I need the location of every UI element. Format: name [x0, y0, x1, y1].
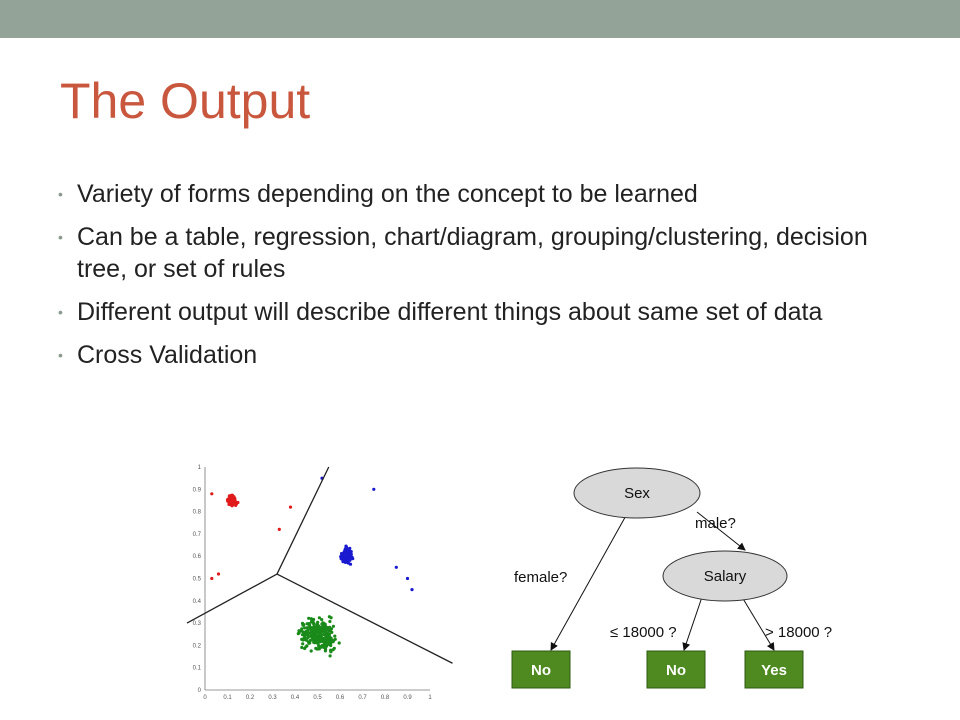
bullet-item [58, 221, 918, 285]
green-cluster-point [297, 632, 300, 635]
red-cluster-point [231, 498, 234, 501]
y-tick-label: 0.5 [192, 576, 201, 583]
red-cluster-point [231, 501, 234, 504]
blue-cluster-point [406, 577, 409, 580]
green-cluster-point [314, 631, 317, 634]
red-cluster-point [210, 492, 213, 495]
x-tick-label: 0.8 [380, 695, 390, 701]
decision-tree-diagram [500, 455, 860, 695]
red-cluster-point [210, 577, 213, 580]
green-cluster-point [307, 635, 310, 638]
green-cluster-point [333, 635, 336, 638]
green-cluster-point [338, 641, 341, 644]
red-cluster-point [217, 572, 220, 575]
bullet-dot-icon: • [58, 229, 63, 245]
x-tick-label: 0.5 [313, 695, 322, 701]
y-tick-label: 0.2 [192, 643, 201, 650]
green-cluster-point [304, 637, 307, 640]
tree-leaf-no-mid-label: No [666, 662, 686, 679]
bullet-text: Different output will describe different things about same set of data [77, 298, 823, 326]
tree-leaf-no-left-label: No [531, 662, 551, 679]
green-cluster-point [316, 621, 319, 624]
y-tick-label: 1 [197, 465, 201, 471]
green-cluster-point [329, 654, 332, 657]
bullet-dot-icon: • [58, 186, 63, 202]
top-accent-bar [0, 0, 960, 38]
cluster-boundary-line [277, 467, 329, 574]
green-cluster-point [313, 637, 316, 640]
bullet-text: Can be a table, regression, chart/diagram, grouping/clustering, decision tree, or set of rules [77, 223, 868, 283]
green-cluster-point [300, 646, 303, 649]
x-tick-label: 0.1 [223, 695, 232, 701]
x-tick-label: 0.3 [268, 695, 277, 701]
green-cluster-point [325, 643, 328, 646]
green-cluster-point [320, 618, 323, 621]
bullet-item [58, 178, 918, 210]
blue-cluster-point [347, 556, 350, 559]
blue-cluster-point [344, 561, 347, 564]
green-cluster-point [314, 647, 317, 650]
bullet-list [58, 178, 918, 382]
green-cluster-point [312, 618, 315, 621]
green-cluster-point [324, 649, 327, 652]
cluster-scatter-plot [180, 445, 455, 705]
edge-label-le-18000: ≤ 18000 ? [610, 624, 677, 641]
green-cluster-point [301, 642, 304, 645]
red-cluster-point [228, 495, 231, 498]
green-cluster-point [329, 649, 332, 652]
green-cluster-point [306, 622, 309, 625]
x-tick-label: 0 [203, 695, 207, 701]
tree-leaf-yes-label: Yes [761, 662, 787, 679]
edge-label-female: female? [514, 569, 568, 586]
x-tick-label: 0.6 [335, 695, 345, 701]
y-tick-label: 0.3 [192, 621, 201, 628]
y-tick-label: 0.9 [192, 487, 201, 494]
blue-cluster-point [395, 566, 398, 569]
green-cluster-point [309, 639, 312, 642]
red-cluster-point [234, 504, 237, 507]
green-cluster-point [303, 626, 306, 629]
green-cluster-point [306, 630, 309, 633]
red-cluster-point [231, 504, 234, 507]
green-cluster-point [300, 627, 303, 630]
tree-node-sex-label: Sex [624, 485, 650, 502]
x-tick-label: 0.4 [290, 695, 300, 701]
slide-title: The Output [60, 73, 311, 129]
red-cluster-point [236, 501, 239, 504]
blue-cluster-point [344, 552, 347, 555]
cluster-boundary-line [277, 574, 453, 663]
green-cluster-point [324, 634, 327, 637]
green-cluster-point [328, 615, 331, 618]
blue-cluster-point [348, 551, 351, 554]
green-cluster-point [321, 621, 324, 624]
green-cluster-point [297, 629, 300, 632]
green-cluster-point [312, 622, 315, 625]
green-cluster-point [301, 630, 304, 633]
scatter-points [210, 477, 413, 658]
x-tick-label: 0.7 [358, 695, 367, 701]
green-cluster-point [302, 623, 305, 626]
scatter-axes [205, 467, 430, 690]
y-tick-label: 0.6 [192, 554, 201, 561]
blue-cluster-point [347, 562, 350, 565]
green-cluster-point [329, 629, 332, 632]
bullet-item [58, 339, 918, 371]
green-cluster-point [325, 639, 328, 642]
x-tick-label: 0.9 [403, 695, 412, 701]
green-cluster-point [330, 637, 333, 640]
edge-salary-to-leaf-no-mid [684, 597, 702, 650]
edge-label-gt-18000: > 18000 ? [765, 624, 833, 641]
green-cluster-point [318, 633, 321, 636]
bullet-text: Cross Validation [77, 341, 258, 369]
green-cluster-point [310, 649, 313, 652]
green-cluster-point [307, 617, 310, 620]
blue-cluster-point [372, 488, 375, 491]
green-cluster-point [311, 632, 314, 635]
green-cluster-point [328, 620, 331, 623]
green-cluster-point [318, 647, 321, 650]
green-cluster-point [318, 638, 321, 641]
edge-label-male: male? [695, 515, 736, 532]
y-tick-label: 0.7 [192, 531, 201, 538]
y-tick-label: 0.4 [192, 598, 201, 605]
y-tick-label: 0.1 [192, 665, 201, 672]
blue-cluster-point [410, 588, 413, 591]
bullet-dot-icon: • [58, 347, 63, 363]
green-cluster-point [312, 641, 315, 644]
blue-cluster-point [345, 549, 348, 552]
y-tick-label: 0 [197, 688, 201, 694]
bullet-text: Variety of forms depending on the concept to be learned [77, 180, 698, 208]
tree-node-salary-label: Salary [703, 568, 747, 585]
bullet-dot-icon: • [58, 304, 63, 320]
blue-cluster-point [342, 559, 345, 562]
green-cluster-point [314, 627, 317, 630]
red-cluster-point [289, 506, 292, 509]
red-cluster-point [278, 528, 281, 531]
x-tick-label: 0.2 [245, 695, 255, 701]
green-cluster-point [303, 647, 306, 650]
x-tick-label: 1 [428, 695, 432, 701]
green-cluster-point [332, 639, 335, 642]
y-tick-label: 0.8 [192, 509, 201, 516]
bullet-item [58, 296, 918, 328]
